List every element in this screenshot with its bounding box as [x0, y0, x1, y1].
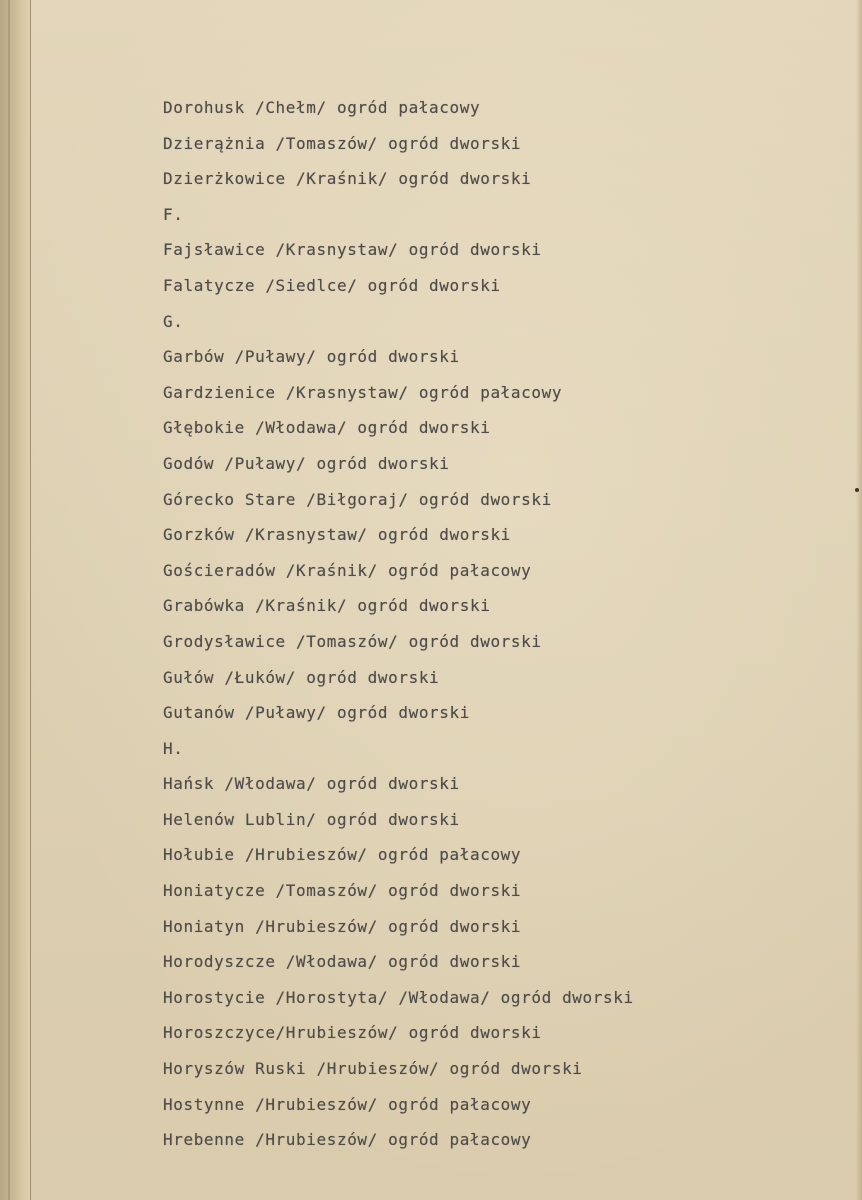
list-entry: Garbów /Puławy/ ogród dworski — [163, 347, 460, 367]
binding-fold-line — [8, 0, 10, 1200]
list-entry: Fajsławice /Krasnystaw/ ogród dworski — [163, 240, 542, 260]
list-entry: Horyszów Ruski /Hrubieszów/ ogród dworski — [163, 1059, 583, 1079]
list-entry: Grodysławice /Tomaszów/ ogród dworski — [163, 631, 542, 651]
list-entry: Helenów Lublin/ ogród dworski — [163, 809, 460, 829]
garden-list — [163, 95, 634, 1163]
list-entry: Godów /Puławy/ ogród dworski — [163, 453, 450, 473]
list-entry: Dzierżkowice /Kraśnik/ ogród dworski — [163, 169, 532, 189]
section-letter: G. — [163, 311, 184, 331]
list-entry: Horoszczyce/Hrubieszów/ ogród dworski — [163, 1023, 542, 1043]
list-entry: Gościeradów /Kraśnik/ ogród pałacowy — [163, 560, 532, 580]
binding-edge — [0, 0, 31, 1200]
list-entry: Hołubie /Hrubieszów/ ogród pałacowy — [163, 845, 522, 865]
list-entry: Horostycie /Horostyta/ /Włodawa/ ogród dworski — [163, 987, 634, 1007]
list-entry: Hostynne /Hrubieszów/ ogród pałacowy — [163, 1094, 532, 1114]
list-entry: Dzierążnia /Tomaszów/ ogród dworski — [163, 133, 522, 153]
list-entry: Hrebenne /Hrubieszów/ ogród pałacowy — [163, 1130, 532, 1150]
section-letter: H. — [163, 738, 184, 758]
list-entry: Głębokie /Włodawa/ ogród dworski — [163, 418, 491, 438]
list-entry: Grabówka /Kraśnik/ ogród dworski — [163, 596, 491, 616]
list-entry: Gułów /Łuków/ ogród dworski — [163, 667, 440, 687]
list-entry: Gardzienice /Krasnystaw/ ogród pałacowy — [163, 382, 563, 402]
page-right-edge — [856, 0, 862, 1200]
list-entry: Górecko Stare /Biłgoraj/ ogród dworski — [163, 489, 552, 509]
list-entry: Gutanów /Puławy/ ogród dworski — [163, 703, 470, 723]
page-mark — [855, 488, 859, 492]
section-letter: F. — [163, 204, 184, 224]
list-entry: Gorzków /Krasnystaw/ ogród dworski — [163, 525, 511, 545]
list-entry: Falatycze /Siedlce/ ogród dworski — [163, 275, 501, 295]
list-entry: Horodyszcze /Włodawa/ ogród dworski — [163, 952, 522, 972]
list-entry: Dorohusk /Chełm/ ogród pałacowy — [163, 98, 481, 117]
list-entry: Honiatycze /Tomaszów/ ogród dworski — [163, 881, 522, 901]
list-entry: Hańsk /Włodawa/ ogród dworski — [163, 774, 460, 794]
list-entry: Honiatyn /Hrubieszów/ ogród dworski — [163, 916, 522, 936]
